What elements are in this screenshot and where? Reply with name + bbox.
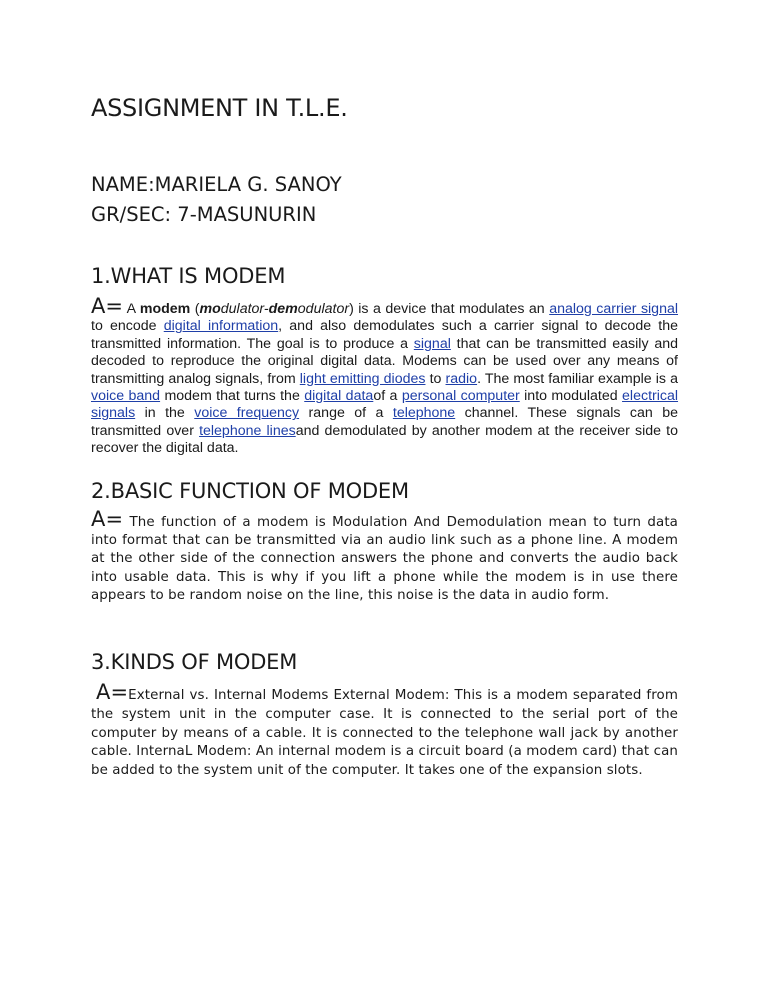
link-light-emitting-diodes[interactable]: light emitting diodes: [299, 370, 426, 387]
link-personal-computer[interactable]: personal computer: [401, 388, 520, 405]
link-digital-information[interactable]: digital information: [163, 318, 279, 335]
question-3-answer: A=External vs. Internal Modems External Modem: This is a modem separated from the system unit in the computer case. It is connected to the serial port of the computer by means of a cable. It is connected to the telephone wall jack by another cable. InternaL Modem: An internal modem is a circuit board (a modem card) that can be added to the system unit of the computer. It takes one of the expansion slots.: [91, 680, 678, 779]
grade-section: GR/SEC: 7-MASUNURIN: [91, 203, 317, 226]
link-voice-frequency[interactable]: voice frequency: [194, 405, 300, 422]
link-digital-data[interactable]: digital data: [304, 388, 374, 405]
link-telephone-lines[interactable]: telephone lines: [199, 422, 296, 439]
link-analog-carrier-signal[interactable]: analog carrier signal: [549, 301, 679, 317]
question-2-answer: A= The function of a modem is Modulation And Demodulation mean to turn data into format that can be transmitted via an audio link such as a phone line. A modem at the other side of the connection answers the phone and converts the audio back into usable data. This is why if you lift a phone while the modem is in use there appears to be random noise on the line, this noise is the data in audio form.: [91, 507, 678, 603]
answer-prefix: A=: [96, 680, 129, 704]
question-3-heading: 3.KINDS OF MODEM: [91, 650, 298, 674]
link-radio[interactable]: radio: [445, 370, 478, 387]
link-signal[interactable]: signal: [413, 335, 451, 352]
term-modem: modem: [139, 301, 191, 317]
question-2-heading: 2.BASIC FUNCTION OF MODEM: [91, 479, 409, 503]
question-1-answer: A= A modem (modulator-demodulator) is a device that modulates an analog carrier signal to encode digital information, and also demodulates such a carrier signal to decode the transmitted information. The goal is to produce a signal that can be transmitted easily and decoded to reproduce the original digital data. Modems can be used over any means of transmitting analog signals, from light emitting diodes to radio. The most familiar example is a voice band modem that turns the digital dataof a personal computer into modulated electrical signals in the voice frequency range of a telephone channel. These signals can be transmitted over telephone linesand demodulated by another modem at the receiver side to recover the digital data.: [91, 294, 679, 457]
link-telephone[interactable]: telephone: [392, 405, 456, 422]
link-electrical-signals[interactable]: electrical signals: [91, 388, 679, 422]
question-1-heading: 1.WHAT IS MODEM: [91, 264, 286, 288]
answer-prefix: A=: [91, 294, 123, 318]
student-name: NAME:MARIELA G. SANOY: [91, 173, 342, 196]
link-voice-band[interactable]: voice band: [91, 388, 161, 405]
assignment-title: ASSIGNMENT IN T.L.E.: [91, 94, 348, 122]
answer-prefix: A=: [91, 507, 124, 531]
